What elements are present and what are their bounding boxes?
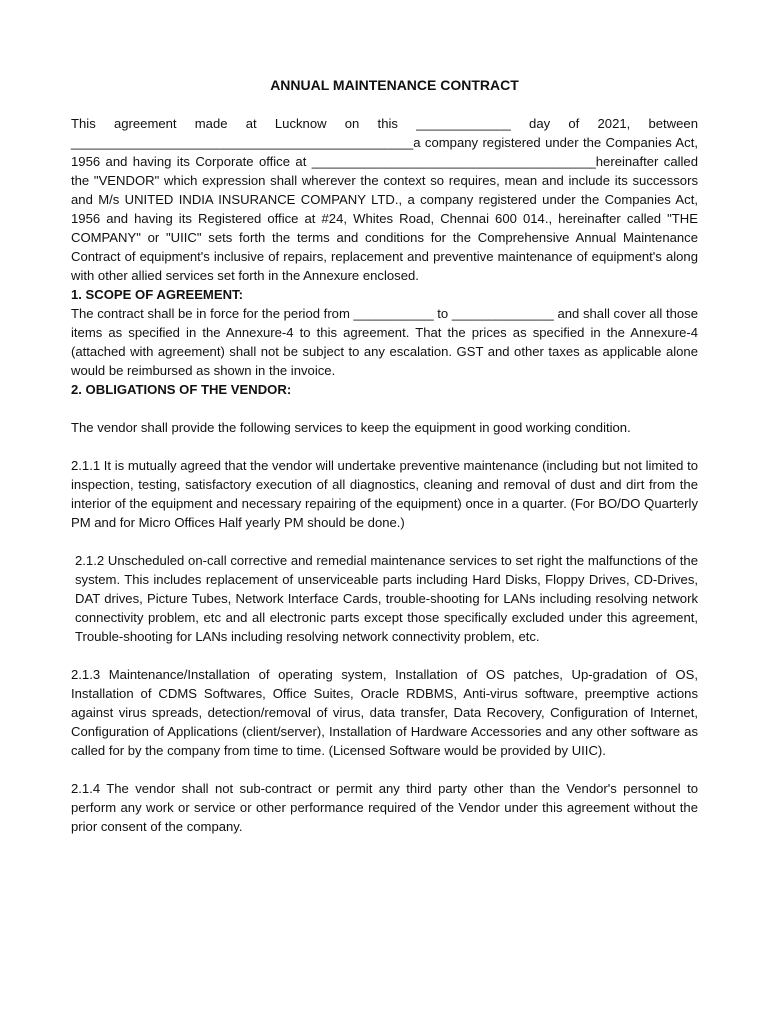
section-2-lead: The vendor shall provide the following services to keep the equipment in good working condition.: [71, 420, 631, 435]
intro-paragraph: This agreement made at Lucknow on this _____________ day of 2021, between _______________________________________________a company registered under the Companies Act, 1956 and having its Corporate office at _______________________________________hereinafter called the "VENDOR" which expression shall wherever the context so requires, mean and include its successors and M/s UNITED INDIA INSURANCE COMPANY LTD., a company registered under the Companies Act, 1956 and having its Registered office at #24, Whites Road, Chennai 600 014., hereinafter called "THE COMPANY" or "UIIC" sets forth the terms and conditions for the Comprehensive Annual Maintenance Contract of equipment's inclusive of repairs, replacement and preventive maintenance of equipment's along with other allied services set forth in the Annexure enclosed.: [71, 116, 698, 283]
clause-2-1-1: 2.1.1 It is mutually agreed that the vendor will undertake preventive maintenance (including but not limited to inspection, testing, satisfactory execution of all diagnostics, cleaning and removal of dust and dirt from the interior of the equipment and necessary repairing of the equipment) once in a quarter. (For BO/DO Quarterly PM and for Micro Offices Half yearly PM should be done.): [71, 458, 698, 530]
section-2-heading: 2. OBLIGATIONS OF THE VENDOR:: [71, 382, 292, 397]
clause-2-1-4: 2.1.4 The vendor shall not sub-contract or permit any third party other than the Vendor's personnel to perform any work or service or other performance required of the Vendor under this agreement without the prior consent of the company.: [71, 781, 698, 834]
section-1-body: The contract shall be in force for the period from ___________ to ______________ and shall cover all those items as specified in the Annexure-4 to this agreement. That the prices as specified in the Annexure-4 (attached with agreement) shall not be subject to any escalation. GST and other taxes as applicable alone would be reimbursed as shown in the invoice.: [71, 306, 698, 378]
clause-2-1-3: 2.1.3 Maintenance/Installation of operating system, Installation of OS patches, Up-gradation of OS, Installation of CDMS Softwares, Office Suites, Oracle RDBMS, Anti-virus software, preemptive actions against virus spreads, detection/removal of virus, data transfer, Data Recovery, Configuration of Internet, Configuration of Applications (client/server), Installation of Hardware Accessories and any other software as called for by the company from time to time. (Licensed Software would be provided by UIIC).: [71, 667, 698, 758]
document-title: ANNUAL MAINTENANCE CONTRACT: [270, 77, 519, 93]
clause-2-1-2: 2.1.2 Unscheduled on-call corrective and remedial maintenance services to set right the malfunctions of the system. This includes replacement of unserviceable parts including Hard Disks, Floppy Drives, CD-Drives, DAT drives, Picture Tubes, Network Interface Cards, trouble-shooting for LANs including resolving network connectivity problem, etc and all electronic parts except those specifically excluded under this agreement, Trouble-shooting for LANs including resolving network connectivity problem, etc.: [75, 553, 698, 644]
section-1-heading: 1. SCOPE OF AGREEMENT:: [71, 287, 243, 302]
